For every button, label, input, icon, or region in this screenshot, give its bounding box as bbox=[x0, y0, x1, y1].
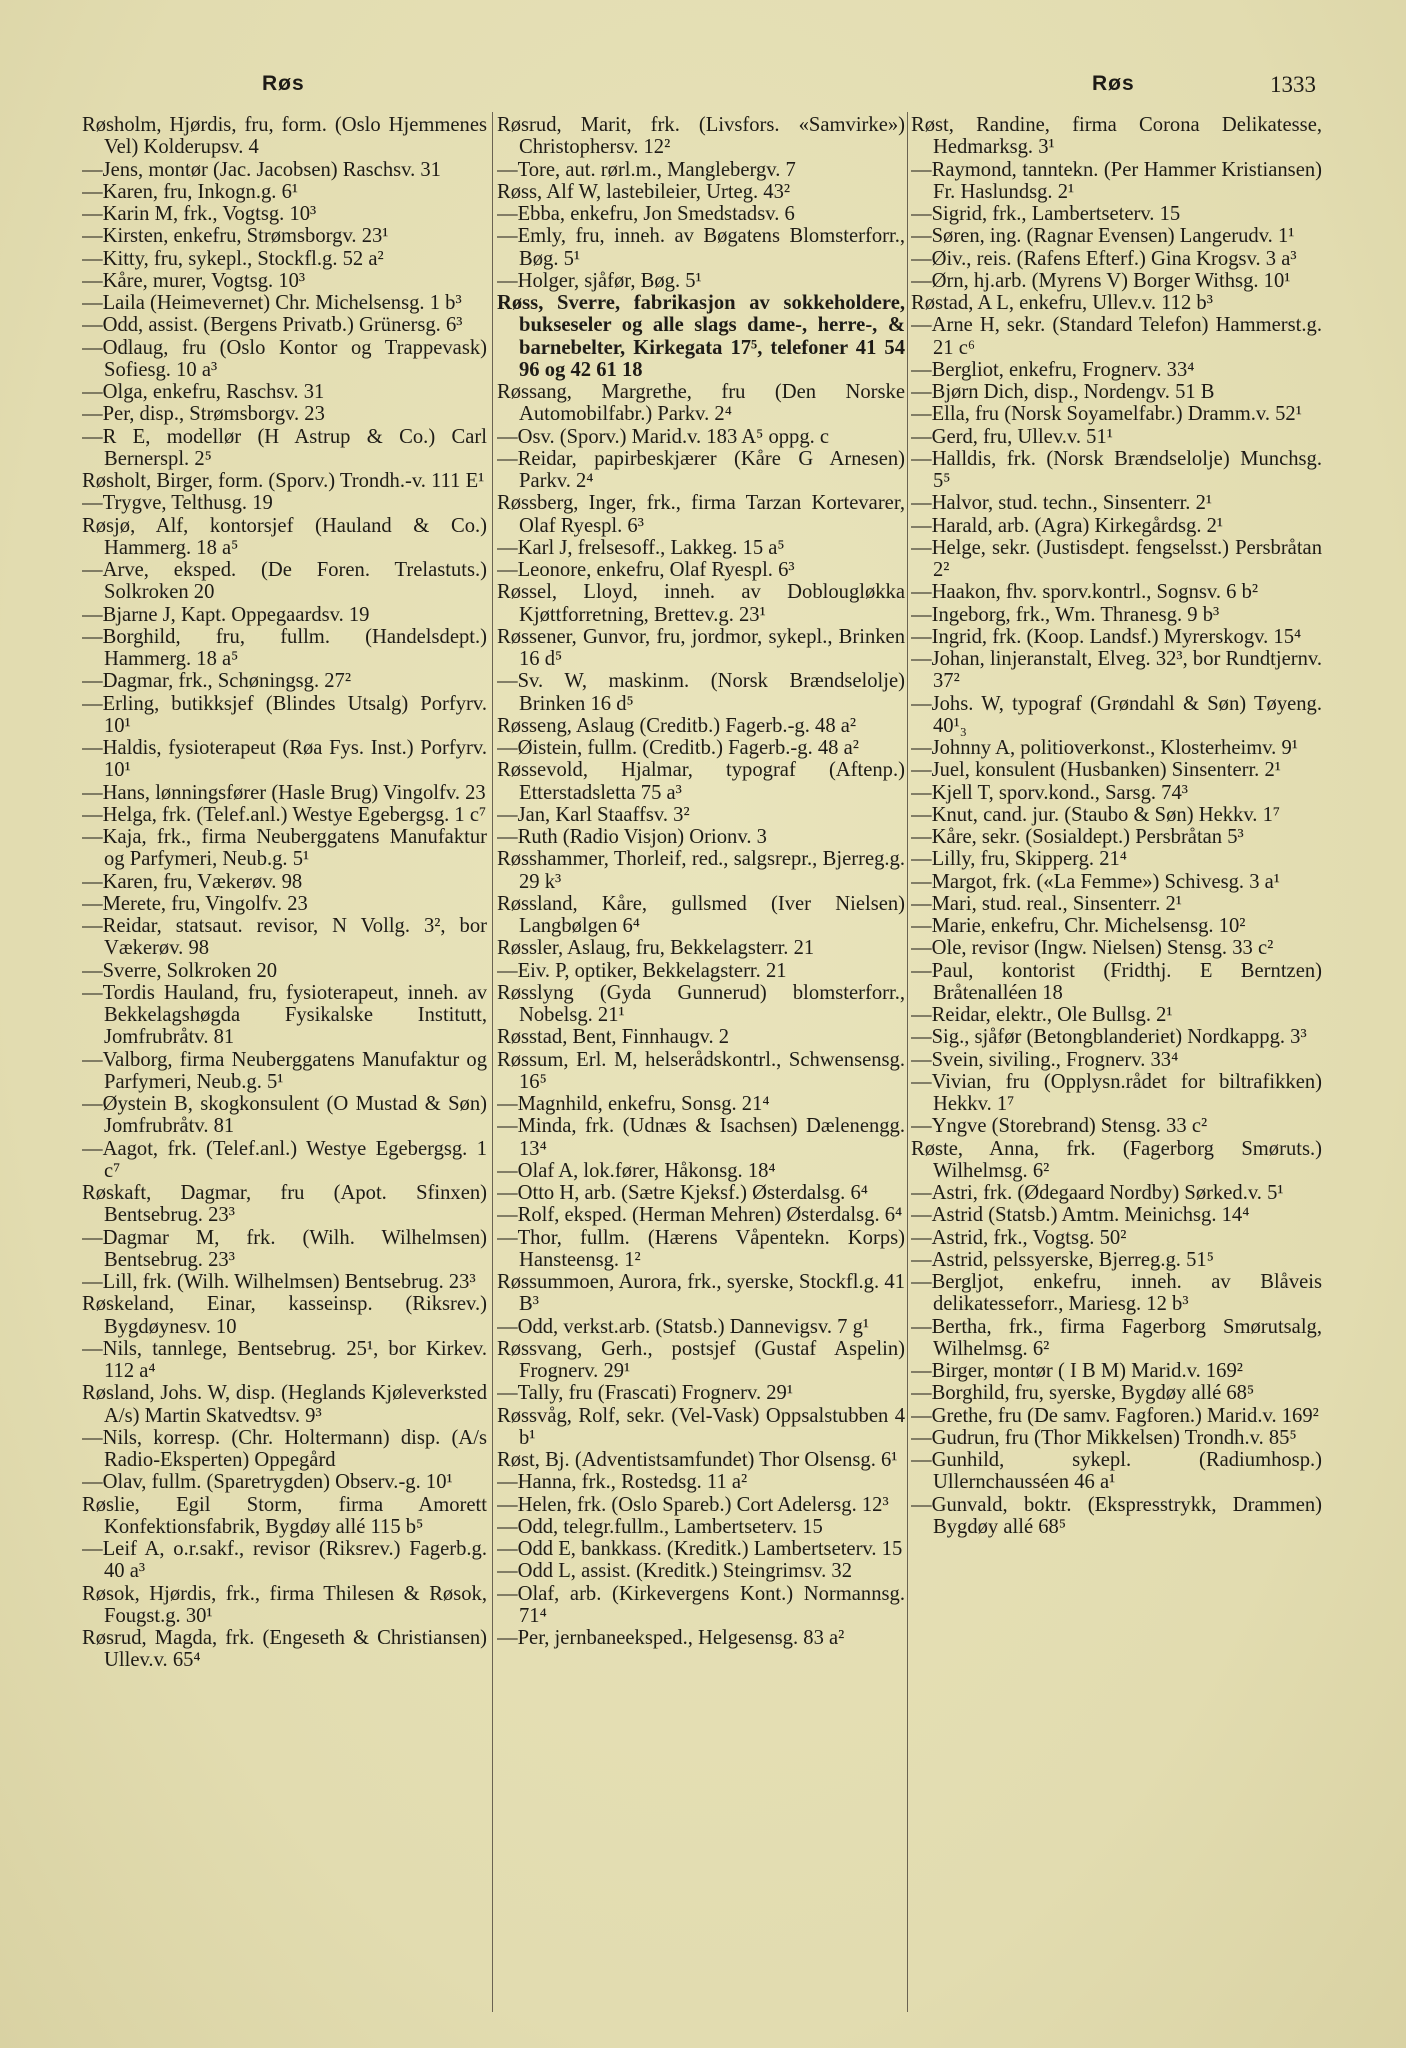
directory-entry: —Arve, eksped. (De Foren. Trelastuts.) Solkroken 20 bbox=[82, 559, 487, 604]
directory-entry: —Dagmar M, frk. (Wilh. Wilhelmsen) Bentsebrug. 23³ bbox=[82, 1226, 487, 1271]
directory-entry: Røste, Anna, frk. (Fagerborg Smøruts.) Wilhelmsg. 6² bbox=[911, 1137, 1322, 1182]
directory-entry: —Gunvald, boktr. (Ekspresstrykk, Drammen) Bygdøy allé 68⁵ bbox=[911, 1493, 1322, 1538]
directory-entry: —Tally, fru (Frascati) Frognerv. 29¹ bbox=[497, 1382, 794, 1405]
directory-entry: Røssvang, Gerh., postsjef (Gustaf Aspelin) Frognerv. 29¹ bbox=[497, 1337, 905, 1382]
directory-entry: —Reidar, elektr., Ole Bullsg. 2¹ bbox=[911, 1004, 1173, 1026]
directory-entry: —Bertha, frk., firma Fagerborg Smørutsalg, Wilhelmsg. 6² bbox=[911, 1315, 1322, 1360]
directory-entry: —Haakon, fhv. sporv.kontrl., Sognsv. 6 b² bbox=[911, 581, 1259, 604]
directory-entry: —Kåre, sekr. (Sosialdept.) Persbråtan 5³ bbox=[911, 826, 1244, 848]
directory-entry: —Reidar, statsaut. revisor, N Vollg. 3², bor Vækerøv. 98 bbox=[82, 915, 487, 960]
directory-entry: —Hanna, frk., Rostedsg. 11 a² bbox=[497, 1471, 748, 1494]
directory-entry: Røssum, Erl. M, helserådskontrl., Schwensensg. 16⁵ bbox=[497, 1048, 905, 1093]
directory-entry: Røsseng, Aslaug (Creditb.) Fagerb.-g. 48 a² bbox=[497, 714, 857, 737]
directory-entry: —Erling, butikksjef (Blindes Utsalg) Porfyrv. 10¹ bbox=[82, 692, 487, 737]
directory-entry: —Odd, assist. (Bergens Privatb.) Grünersg. 6³ bbox=[82, 314, 463, 337]
directory-entry: Røst, Bj. (Adventistsamfundet) Thor Olsensg. 6¹ bbox=[497, 1449, 898, 1471]
directory-entry: —Odd, telegr.fullm., Lambertseterv. 15 bbox=[497, 1515, 823, 1538]
directory-entry: —Kjell T, sporv.kond., Sarsg. 74³ bbox=[911, 781, 1188, 804]
directory-entry: —Reidar, papirbeskjærer (Kåre G Arnesen) Parkv. 2⁴ bbox=[497, 447, 905, 492]
directory-entry: —Odlaug, fru (Oslo Kontor og Trappevask) Sofiesg. 10 a³ bbox=[82, 336, 487, 381]
page-header bbox=[0, 72, 1406, 102]
directory-entry: —Jens, montør (Jac. Jacobsen) Raschsv. 31 bbox=[82, 158, 441, 181]
directory-entry: —Bergliot, enkefru, Frognerv. 33⁴ bbox=[911, 358, 1195, 381]
directory-entry: —Kirsten, enkefru, Strømsborgv. 23¹ bbox=[82, 225, 389, 248]
directory-entry: Røssevold, Hjalmar, typograf (Aftenp.) Etterstadsletta 75 a³ bbox=[497, 759, 905, 804]
directory-entry: —Sig., sjåfør (Betongblanderiet) Nordkappg. 3³ bbox=[911, 1026, 1307, 1049]
directory-entry: —Ole, revisor (Ingw. Nielsen) Stensg. 33 c² bbox=[911, 937, 1274, 960]
directory-entry: —Øiv., reis. (Rafens Efterf.) Gina Krogsv. 3 a³ bbox=[911, 247, 1297, 270]
directory-entry: —Otto H, arb. (Sætre Kjeksf.) Østerdalsg. 6⁴ bbox=[497, 1182, 868, 1204]
directory-entry: —Ruth (Radio Visjon) Orionv. 3 bbox=[497, 826, 767, 848]
directory-entry: —Olaf A, lok.fører, Håkonsg. 18⁴ bbox=[497, 1159, 776, 1182]
directory-entry: —Olaf, arb. (Kirkevergens Kont.) Normannsg. 71⁴ bbox=[497, 1582, 905, 1627]
directory-entry: Røsshammer, Thorleif, red., salgsrepr., Bjerreg.g. 29 k³ bbox=[497, 848, 905, 893]
directory-entry: —Gudrun, fru (Thor Mikkelsen) Trondh.v. 85⁵ bbox=[911, 1426, 1297, 1449]
directory-entry: —Tore, aut. rørl.m., Manglebergv. 7 bbox=[497, 158, 796, 181]
directory-entry: —Bergljot, enkefru, inneh. av Blåveis delikatesseforr., Mariesg. 12 b³ bbox=[911, 1271, 1322, 1316]
directory-entry: Røssler, Aslaug, fru, Bekkelagsterr. 21 bbox=[497, 937, 815, 960]
directory-entry: Røss, Alf W, lastebileier, Urteg. 43² bbox=[497, 180, 791, 203]
directory-entry: —Odd E, bankkass. (Kreditk.) Lambertseterv. 15 bbox=[497, 1538, 903, 1560]
directory-entry: —Birger, montør ( I B M) Marid.v. 169² bbox=[911, 1360, 1243, 1382]
directory-entry: Røssener, Gunvor, fru, jordmor, sykepl., Brinken 16 d⁵ bbox=[497, 625, 905, 670]
directory-entry: —Sigrid, frk., Lambertseterv. 15 bbox=[911, 203, 1181, 225]
directory-entry: —Helga, frk. (Telef.anl.) Westye Egebergsg. 1 c⁷ bbox=[82, 803, 487, 826]
directory-entry: —Margot, frk. («La Femme») Schivesg. 3 a¹ bbox=[911, 870, 1280, 893]
directory-entry: —Ebba, enkefru, Jon Smedstadsv. 6 bbox=[497, 203, 795, 225]
directory-entry: —Borghild, fru, syerske, Bygdøy allé 68⁵ bbox=[911, 1382, 1255, 1405]
directory-entry: —Laila (Heimevernet) Chr. Michelsensg. 1 b³ bbox=[82, 292, 462, 314]
directory-entry: —Valborg, firma Neuberggatens Manufaktur og Parfymeri, Neub.g. 5¹ bbox=[82, 1048, 487, 1093]
directory-entry: —Lilly, fru, Skipperg. 21⁴ bbox=[911, 848, 1127, 871]
directory-entry: —R E, modellør (H Astrup & Co.) Carl Bernerspl. 2⁵ bbox=[82, 425, 487, 470]
directory-entry: —Halldis, frk. (Norsk Brændselolje) Munchsg. 5⁵ bbox=[911, 447, 1322, 492]
directory-entry: —Helge, sekr. (Justisdept. fengselsst.) Persbråtan 2² bbox=[911, 536, 1322, 581]
left-running-head: Røs bbox=[262, 72, 305, 95]
directory-entry: Røskaft, Dagmar, fru (Apot. Sfinxen) Bentsebrug. 23³ bbox=[82, 1182, 487, 1227]
directory-entry: —Tordis Hauland, fru, fysioterapeut, inneh. av Bekkelagshøgda Fysikalske Institutt, Jomfrubråtv. 81 bbox=[82, 981, 487, 1049]
directory-entry: —Johnny A, politioverkonst., Klosterheimv. 9¹ bbox=[911, 737, 1298, 759]
column-divider bbox=[492, 112, 493, 2012]
directory-entry: Røsstad, Bent, Finnhaugv. 2 bbox=[497, 1026, 730, 1049]
directory-entry: Røssvåg, Rolf, sekr. (Vel-Vask) Oppsalstubben 4 b¹ bbox=[497, 1404, 905, 1449]
directory-entry: —Kitty, fru, sykepl., Stockfl.g. 52 a² bbox=[82, 247, 384, 270]
directory-entry: —Osv. (Sporv.) Marid.v. 183 A⁵ oppg. c bbox=[497, 425, 830, 448]
directory-entry: Røsslyng (Gyda Gunnerud) blomsterforr., Nobelsg. 21¹ bbox=[497, 981, 905, 1026]
directory-entry: —Odd, verkst.arb. (Statsb.) Dannevigsv. 7 g¹ bbox=[497, 1315, 870, 1338]
directory-entry: —Ella, fru (Norsk Soyamelfabr.) Dramm.v. 52¹ bbox=[911, 403, 1302, 426]
directory-entry: —Astri, frk. (Ødegaard Nordby) Sørked.v. 5¹ bbox=[911, 1182, 1284, 1204]
directory-entry: —Søren, ing. (Ragnar Evensen) Langerudv. 1¹ bbox=[911, 225, 1295, 248]
directory-entry: —Gunhild, sykepl. (Radiumhosp.) Ullernchausséen 46 a¹ bbox=[911, 1449, 1322, 1494]
directory-entry: —Karen, fru, Vækerøv. 98 bbox=[82, 870, 303, 893]
directory-entry: —Merete, fru, Vingolfv. 23 bbox=[82, 892, 308, 915]
directory-entry: —Helen, frk. (Oslo Spareb.) Cort Adelersg. 12³ bbox=[497, 1493, 889, 1516]
directory-entry: —Rolf, eksped. (Herman Mehren) Østerdalsg. 6⁴ bbox=[497, 1204, 903, 1227]
directory-entry: Røskeland, Einar, kasseinsp. (Riksrev.) Bygdøynesv. 10 bbox=[82, 1293, 487, 1338]
directory-entry: —Leonore, enkefru, Olaf Ryespl. 6³ bbox=[497, 559, 795, 581]
directory-entry: —Astrid (Statsb.) Amtm. Meinichsg. 14⁴ bbox=[911, 1204, 1250, 1227]
directory-entry: —Emly, fru, inneh. av Bøgatens Blomsterforr., Bøg. 5¹ bbox=[497, 225, 905, 270]
directory-entry: Røssummoen, Aurora, frk., syerske, Stockfl.g. 41 B³ bbox=[497, 1271, 905, 1316]
directory-entry: Røssang, Margrethe, fru (Den Norske Automobilfabr.) Parkv. 2⁴ bbox=[497, 381, 905, 426]
directory-entry: —Raymond, tanntekn. (Per Hammer Kristiansen) Fr. Haslundsg. 2¹ bbox=[911, 158, 1322, 203]
directory-entry: —Harald, arb. (Agra) Kirkegårdsg. 2¹ bbox=[911, 514, 1224, 537]
directory-entry: —Astrid, frk., Vogtsg. 50² bbox=[911, 1226, 1127, 1249]
right-running-head: Røs bbox=[1092, 72, 1135, 95]
directory-entry: Røslie, Egil Storm, firma Amorett Konfektionsfabrik, Bygdøy allé 115 b⁵ bbox=[82, 1493, 487, 1538]
directory-entry: Røssel, Lloyd, inneh. av Doblougløkka Kjøttforretning, Brettev.g. 23¹ bbox=[497, 581, 905, 626]
directory-column-1 bbox=[82, 114, 487, 2014]
directory-entry: Røst, Randine, firma Corona Delikatesse, Hedmarksg. 3¹ bbox=[911, 114, 1322, 159]
column-divider bbox=[907, 112, 908, 2012]
directory-entry: —Olav, fullm. (Sparetrygden) Observ.-g. 10¹ bbox=[82, 1471, 453, 1494]
directory-entry: —Mari, stud. real., Sinsenterr. 2¹ bbox=[911, 892, 1182, 915]
directory-entry: —Juel, konsulent (Husbanken) Sinsenterr. 2¹ bbox=[911, 759, 1281, 782]
directory-entry: —Dagmar, frk., Schøningsg. 27² bbox=[82, 670, 352, 693]
directory-entry: —Øistein, fullm. (Creditb.) Fagerb.-g. 48 a² bbox=[497, 737, 859, 759]
directory-entry: Røsland, Johs. W, disp. (Heglands Kjøleverksted A/s) Martin Skatvedtsv. 9³ bbox=[82, 1382, 487, 1427]
directory-entry: Røsrud, Magda, frk. (Engeseth & Christiansen) Ullev.v. 65⁴ bbox=[82, 1627, 487, 1672]
directory-entry: Røsrud, Marit, frk. (Livsfors. «Samvirke») Christophersv. 12² bbox=[497, 114, 905, 159]
directory-entry: —Trygve, Telthusg. 19 bbox=[82, 492, 273, 515]
directory-entry: —Grethe, fru (De samv. Fagforen.) Marid.v. 169² bbox=[911, 1404, 1319, 1427]
directory-entry: —Hans, lønningsfører (Hasle Brug) Vingolfv. 23 bbox=[82, 781, 486, 804]
directory-entry: —Karin M, frk., Vogtsg. 10³ bbox=[82, 203, 317, 225]
directory-entry: —Ørn, hj.arb. (Myrens V) Borger Withsg. 10¹ bbox=[911, 269, 1291, 292]
directory-entry: —Svein, siviling., Frognerv. 33⁴ bbox=[911, 1048, 1179, 1071]
directory-entry: —Johan, linjeranstalt, Elveg. 32³, bor Rundtjernv. 37² bbox=[911, 648, 1322, 693]
directory-entry: —Marie, enkefru, Chr. Michelsensg. 10² bbox=[911, 915, 1246, 937]
directory-entry: —Knut, cand. jur. (Staubo & Søn) Hekkv. 1⁷ bbox=[911, 803, 1281, 826]
directory-entry: —Minda, frk. (Udnæs & Isachsen) Dælenengg. 13⁴ bbox=[497, 1115, 905, 1160]
directory-entry: —Leif A, o.r.sakf., revisor (Riksrev.) Fagerb.g. 40 a³ bbox=[82, 1538, 487, 1583]
directory-entry: —Yngve (Storebrand) Stensg. 33 c² bbox=[911, 1115, 1208, 1138]
page-number: 1333 bbox=[1270, 72, 1316, 97]
directory-entry: Røsholm, Hjørdis, fru, form. (Oslo Hjemmenes Vel) Kolderupsv. 4 bbox=[82, 114, 487, 159]
directory-entry: Røsok, Hjørdis, frk., firma Thilesen & Røsok, Fougst.g. 30¹ bbox=[82, 1582, 487, 1627]
directory-entry: —Johs. W, typograf (Grøndahl & Søn) Tøyeng. 40¹₃ bbox=[911, 692, 1322, 737]
directory-entry: —Kåre, murer, Vogtsg. 10³ bbox=[82, 269, 306, 292]
directory-entry: —Kaja, frk., firma Neuberggatens Manufaktur og Parfymeri, Neub.g. 5¹ bbox=[82, 826, 487, 871]
directory-entry: —Halvor, stud. techn., Sinsenterr. 2¹ bbox=[911, 492, 1213, 515]
directory-entry: —Karl J, frelsesoff., Lakkeg. 15 a⁵ bbox=[497, 536, 785, 559]
directory-entry: —Haldis, fysioterapeut (Røa Fys. Inst.) Porfyrv. 10¹ bbox=[82, 737, 487, 782]
directory-entry: Røss, Sverre, fabrikasjon av sokkeholdere, bukseseler og alle slags dame-, herre-, & barnebelter, Kirkegata 17⁵, telefoner 41 54 96 og 42 61 18 bbox=[497, 292, 905, 381]
directory-entry: —Astrid, pelssyerske, Bjerreg.g. 51⁵ bbox=[911, 1248, 1214, 1271]
directory-entry: —Aagot, frk. (Telef.anl.) Westye Egebergsg. 1 c⁷ bbox=[82, 1137, 487, 1182]
directory-entry: —Vivian, fru (Opplysn.rådet for biltrafikken) Hekkv. 1⁷ bbox=[911, 1070, 1322, 1115]
directory-column-3 bbox=[911, 114, 1322, 2014]
directory-entry: —Paul, kontorist (Fridthj. E Berntzen) Bråtenalléen 18 bbox=[911, 959, 1322, 1004]
directory-entry: —Magnhild, enkefru, Sonsg. 21⁴ bbox=[497, 1093, 770, 1115]
directory-entry: —Borghild, fru, fullm. (Handelsdept.) Hammerg. 18 a⁵ bbox=[82, 625, 487, 670]
directory-entry: —Holger, sjåfør, Bøg. 5¹ bbox=[497, 269, 702, 292]
directory-column-2 bbox=[497, 114, 905, 2014]
directory-entry: —Øystein B, skogkonsulent (O Mustad & Søn) Jomfrubråtv. 81 bbox=[82, 1093, 487, 1138]
directory-entry: Røssberg, Inger, frk., firma Tarzan Kortevarer, Olaf Ryespl. 6³ bbox=[497, 492, 905, 537]
directory-entry: —Nils, korresp. (Chr. Holtermann) disp. (A/s Radio-Eksperten) Oppegård bbox=[82, 1426, 487, 1471]
directory-entry: —Per, jernbaneeksped., Helgesensg. 83 a² bbox=[497, 1627, 845, 1649]
directory-entry: —Olga, enkefru, Raschsv. 31 bbox=[82, 381, 325, 403]
directory-entry: —Bjørn Dich, disp., Nordengv. 51 B bbox=[911, 381, 1215, 403]
directory-entry: Røssland, Kåre, gullsmed (Iver Nielsen) Langbølgen 6⁴ bbox=[497, 892, 905, 937]
directory-entry: —Bjarne J, Kapt. Oppegaardsv. 19 bbox=[82, 603, 370, 626]
directory-entry: —Gerd, fru, Ullev.v. 51¹ bbox=[911, 425, 1113, 448]
directory-entry: —Karen, fru, Inkogn.g. 6¹ bbox=[82, 180, 299, 203]
directory-entry: —Lill, frk. (Wilh. Wilhelmsen) Bentsebrug. 23³ bbox=[82, 1271, 476, 1293]
directory-entry: —Thor, fullm. (Hærens Våpentekn. Korps) Hansteensg. 1² bbox=[497, 1226, 905, 1271]
directory-entry: Røsjø, Alf, kontorsjef (Hauland & Co.) Hammerg. 18 a⁵ bbox=[82, 514, 487, 559]
directory-entry: —Arne H, sekr. (Standard Telefon) Hammerst.g. 21 c⁶ bbox=[911, 314, 1322, 359]
directory-entry: —Jan, Karl Staaffsv. 3² bbox=[497, 803, 690, 826]
directory-entry: —Per, disp., Strømsborgv. 23 bbox=[82, 403, 325, 426]
directory-entry: —Sv. W, maskinm. (Norsk Brændselolje) Brinken 16 d⁵ bbox=[497, 670, 905, 715]
directory-entry: —Ingeborg, frk., Wm. Thranesg. 9 b³ bbox=[911, 603, 1220, 626]
directory-entry: Røstad, A L, enkefru, Ullev.v. 112 b³ bbox=[911, 292, 1213, 314]
directory-entry: —Nils, tannlege, Bentsebrug. 25¹, bor Kirkev. 112 a⁴ bbox=[82, 1337, 487, 1382]
directory-entry: —Eiv. P, optiker, Bekkelagsterr. 21 bbox=[497, 959, 787, 982]
directory-entry: —Ingrid, frk. (Koop. Landsf.) Myrerskogv. 15⁴ bbox=[911, 625, 1302, 648]
directory-entry: —Sverre, Solkroken 20 bbox=[82, 959, 278, 982]
directory-entry: Røsholt, Birger, form. (Sporv.) Trondh.-v. 111 E¹ bbox=[82, 470, 485, 492]
directory-entry: —Odd L, assist. (Kreditk.) Steingrimsv. 32 bbox=[497, 1560, 853, 1583]
